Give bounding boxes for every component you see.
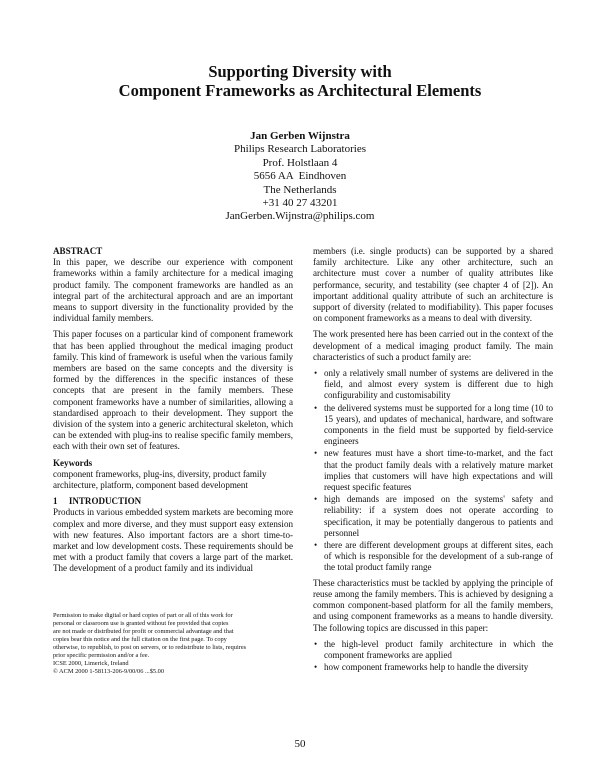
copyright-line: prior specific permission and/or a fee. xyxy=(53,652,150,660)
author-street: Prof. Holstlaan 4 xyxy=(262,156,338,169)
copyright-line: Permission to make digital or hard copies of part or all of this work for xyxy=(53,612,233,619)
right-paragraph-2: The work presented here has been carried out in the context of the development of a medical imaging product family. The main characteristics of such a product family are: xyxy=(313,329,553,362)
copyright-line: personal or classroom use is granted without fee provided that copies xyxy=(53,620,229,628)
list-item-text: how component frameworks help to handle the diversity xyxy=(324,662,529,673)
abstract-paragraph-2: This paper focuses on a particular kind of component framework that has been applied throughout the medical imaging product family. This kind of framework is useful when the various family members are based on the same concepts and the diversity is formed by the differences in the specific instances of these concepts that are present in the family members. These component frameworks have a number of similarities, allowing a standardised approach to their development. They support the division of the system into a generic architectural skeleton, which can be extended with plug-ins to realise specific family members, each with their own set of features. xyxy=(53,329,293,452)
right-paragraph-1: members (i.e. single products) can be supported by a shared family architecture. Like any other architecture, such an architecture must cover a number of quality attributes like performance, security, and testability (see chapter 4 of [2]). An important additional quality attribute of such an architecture is support of diversity (related to modifiability). This paper focuses on component frameworks as a means to deal with diversity. xyxy=(313,246,553,324)
list-item xyxy=(314,448,553,493)
left-column xyxy=(53,246,293,580)
abstract-paragraph-1: In this paper, we describe our experience with component frameworks within a family architecture for a medical imaging product family. The component frameworks are handled as an integral part of the architectural approach and are an important means to support diversity in the functionality provided by the individual family members. xyxy=(53,257,293,324)
paper-title xyxy=(0,62,600,100)
copyright-notice xyxy=(53,612,296,676)
keywords-text: component frameworks, plug-ins, diversity, product family architecture, platform, component based development xyxy=(53,468,267,491)
list-item-text: only a relatively small number of systems are delivered in the field, and almost every system is different due to high configurability and customisability xyxy=(324,368,553,401)
topics-list xyxy=(313,639,553,674)
bullet-icon: • xyxy=(314,540,318,551)
list-item-text: high demands are imposed on the systems' safety and reliability: if a system does not operate according to specification, it may be potentially dangerous to patients and personnel xyxy=(324,494,553,538)
bullet-icon: • xyxy=(314,494,318,505)
list-item xyxy=(314,494,553,539)
copyright-line: otherwise, to republish, to post on servers, or to redistribute to lists, requires xyxy=(53,644,247,652)
title-line-2: Component Frameworks as Architectural Elements xyxy=(118,81,482,100)
characteristics-list xyxy=(313,368,553,574)
copyright-line: ICSE 2000, Limerick, Ireland xyxy=(53,660,129,668)
right-column xyxy=(313,246,553,677)
keywords-heading: Keywords xyxy=(53,457,93,468)
bullet-icon: • xyxy=(314,448,318,459)
list-item-text: new features must have a short time-to-market, and the fact that the product family deals with a relatively mature market implies that customers will have high expectations and will request specific features xyxy=(324,448,553,493)
author-name: Jan Gerben Wijnstra xyxy=(250,130,350,142)
list-item-text: there are different development groups at different sites, each of which is responsible for the development of a sub-range of the total product family range xyxy=(324,540,553,573)
list-item xyxy=(314,368,553,402)
list-item xyxy=(314,662,553,673)
author-city: 5656 AA Eindhoven xyxy=(253,170,347,183)
copyright-line: copies bear this notice and the full citation on the first page. To copy xyxy=(53,636,227,644)
list-item-text: the high-level product family architecture in which the component frameworks are applied xyxy=(324,638,553,660)
copyright-line: © ACM 2000 1-58113-206-9/00/06 ...$5.00 xyxy=(53,668,165,676)
bullet-icon: • xyxy=(314,662,318,673)
page-number: 50 xyxy=(294,738,306,750)
author-block xyxy=(0,130,600,224)
bullet-icon: • xyxy=(314,368,318,379)
list-item xyxy=(314,402,553,448)
author-affiliation: Philips Research Laboratories xyxy=(234,143,366,156)
right-paragraph-3: These characteristics must be tackled by applying the principle of reuse among the family members. This is achieved by designing a common component-based platform for all the family members, and using component frameworks as a means to handle diversity. The following topics are discussed in this paper: xyxy=(313,577,553,633)
title-line-1: Supporting Diversity with xyxy=(208,62,392,81)
list-item xyxy=(314,638,553,661)
list-item xyxy=(314,540,553,574)
list-item-text: the delivered systems must be supported for a long time (10 to 15 years), and updates of mechanical, hardware, and software components in the field must be supported by field-service engineers xyxy=(324,402,553,447)
copyright-line: are not made or distributed for profit or commercial advantage and that xyxy=(53,628,234,636)
bullet-icon: • xyxy=(314,638,318,649)
intro-paragraph: Products in various embedded system markets are becoming more complex and more diverse, and they must support easy extension with new features. Also important factors are a short time-to-market and low development costs. These requirements should be met with a product family that covers a large part of the market. The development of a product family and its individual xyxy=(53,507,293,574)
intro-heading: 1 INTRODUCTION xyxy=(53,496,142,507)
author-email: JanGerben.Wijnstra@philips.com xyxy=(225,210,375,223)
author-phone: +31 40 27 43201 xyxy=(262,197,338,210)
bullet-icon: • xyxy=(314,402,318,413)
abstract-heading: ABSTRACT xyxy=(53,246,103,256)
author-country: The Netherlands xyxy=(263,183,337,196)
